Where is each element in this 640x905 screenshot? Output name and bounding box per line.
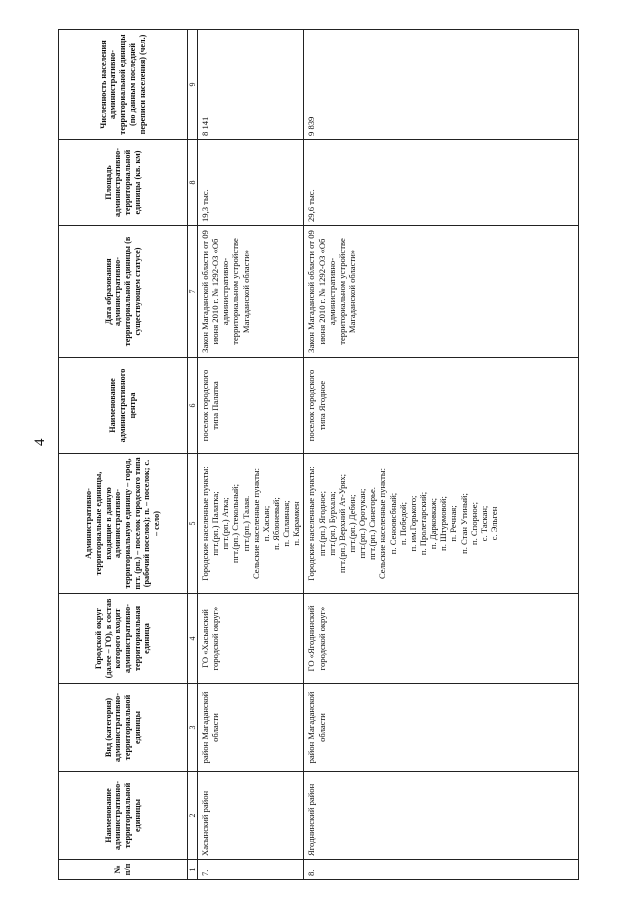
row-number: 8.: [304, 860, 579, 880]
unit-line: п. Сеноовсбный;: [387, 492, 398, 555]
admin-center: поселок городского типа Палатка: [198, 358, 304, 454]
header-cell: Наименование административно-территориальной единицы: [59, 772, 188, 860]
unit-line: п. Спорное;: [468, 501, 479, 546]
unit-line: с. Эльген: [488, 506, 499, 541]
unit-line: п. им.Горького;: [407, 495, 418, 552]
unit-line: пгт.(рп.) Ягодное;: [316, 491, 327, 556]
member-units: [304, 454, 579, 594]
unit-line: пгт.(рп.) Палатка;: [210, 491, 221, 556]
unit-line: п. Дарковкаж;: [428, 497, 439, 550]
column-number: 7: [188, 226, 198, 358]
formation-date: Закон Магаданской области от 09 июня 2010 г. № 1292-ОЗ «Об административно-территориальном устройстве Магаданской области»: [198, 226, 304, 358]
area-value: 19,3 тыс.: [198, 140, 304, 226]
formation-date: Закон Магаданской области от 09 июня 2010 г. № 1292-ОЗ «Об административно-территориальном устройстве Магаданской области»: [304, 226, 579, 358]
urban-okrug: ГО «Ягоднинский городской округ»: [304, 594, 579, 684]
urban-okrug: ГО «Хасынский городской округ»: [198, 594, 304, 684]
unit-line: п. Пролетарский;: [417, 491, 428, 556]
unit-line: п. Штурмовой;: [438, 496, 449, 551]
unit-line: п. Хасын;: [260, 505, 271, 542]
row-number: 7.: [198, 860, 304, 880]
unit-line: Городские населенные пункты:: [306, 466, 317, 581]
unit-line: Городские населенные пункты:: [200, 466, 210, 581]
header-cell: Численность населения административно-территориальной единицы (по данным последней переписи населения) (чел.): [59, 30, 188, 140]
unit-line: пгт.(рп.) Талая.: [240, 495, 251, 552]
unit-name: Ягоднинский район: [304, 772, 579, 860]
header-cell: Площадь административно-территориальной единицы (кв. км): [59, 140, 188, 226]
unit-line: Сельские населенные пункты:: [377, 467, 388, 580]
unit-category: район Магаданской области: [198, 684, 304, 772]
header-cell: Дата образования административно-территориальной единицы (в существующем статусе): [59, 226, 188, 358]
table-row: [198, 30, 304, 880]
header-cell: Вид (категория) административно-территориальной единицы: [59, 684, 188, 772]
unit-line: п. Сплавная;: [281, 500, 292, 547]
unit-line: п. Яблоневый;: [270, 497, 281, 550]
unit-line: с. Таскан;: [478, 505, 489, 542]
admin-units-table: [58, 29, 579, 880]
column-number: 2: [188, 772, 198, 860]
population-value: 8 141: [198, 30, 304, 140]
unit-line: пгт.(рп.) Стекольный;: [230, 484, 241, 563]
unit-line: пгт.(рп.) Верхний Ат-Урях;: [336, 473, 347, 574]
unit-line: пгт.(рп.) Дебин;: [346, 494, 357, 553]
header-cell: Административно-территориальные единицы, входящие в данную административно-территориальную единицу – город, пгт. (рп.) – поселок городского типа (рабочий поселок); п. – поселок; с. – село): [59, 454, 188, 594]
rotated-table-wrapper: [58, 30, 588, 880]
column-number: 8: [188, 140, 198, 226]
header-cell: № п/п: [59, 860, 188, 880]
column-number: 1: [188, 860, 198, 880]
column-number: 6: [188, 358, 198, 454]
header-cell: Наименование административного центра: [59, 358, 188, 454]
unit-line: пгт.(рп.) Атка;: [220, 497, 231, 550]
admin-center: поселок городского типа Ягодное: [304, 358, 579, 454]
unit-line: п. Стан Утиный;: [458, 493, 469, 554]
unit-line: пгт.(рп.) Бурхала;: [326, 491, 337, 556]
page-number: 4: [32, 438, 48, 446]
header-cell: Городской округ (далее – ГО), в состав которого входит административно-территориальная единица: [59, 594, 188, 684]
unit-line: Сельские населенные пункты:: [250, 467, 261, 580]
column-number-row: [188, 30, 198, 880]
unit-line: п. Победой;: [397, 502, 408, 546]
unit-name: Хасынский район: [198, 772, 304, 860]
table-row: [304, 30, 579, 880]
column-number: 9: [188, 30, 198, 140]
population-value: 9 839: [304, 30, 579, 140]
unit-line: пгт.(рп.) Синегорье.: [367, 487, 378, 560]
unit-line: п. Речная;: [448, 505, 459, 542]
unit-line: п. Карамкен: [291, 501, 302, 546]
member-units: [198, 454, 304, 594]
column-number: 4: [188, 594, 198, 684]
column-number: 3: [188, 684, 198, 772]
unit-category: район Магаданской области: [304, 684, 579, 772]
column-number: 5: [188, 454, 198, 594]
area-value: 29,6 тыс.: [304, 140, 579, 226]
header-row: [59, 30, 188, 880]
unit-line: пгт.(рп.) Оротукан;: [357, 488, 368, 559]
